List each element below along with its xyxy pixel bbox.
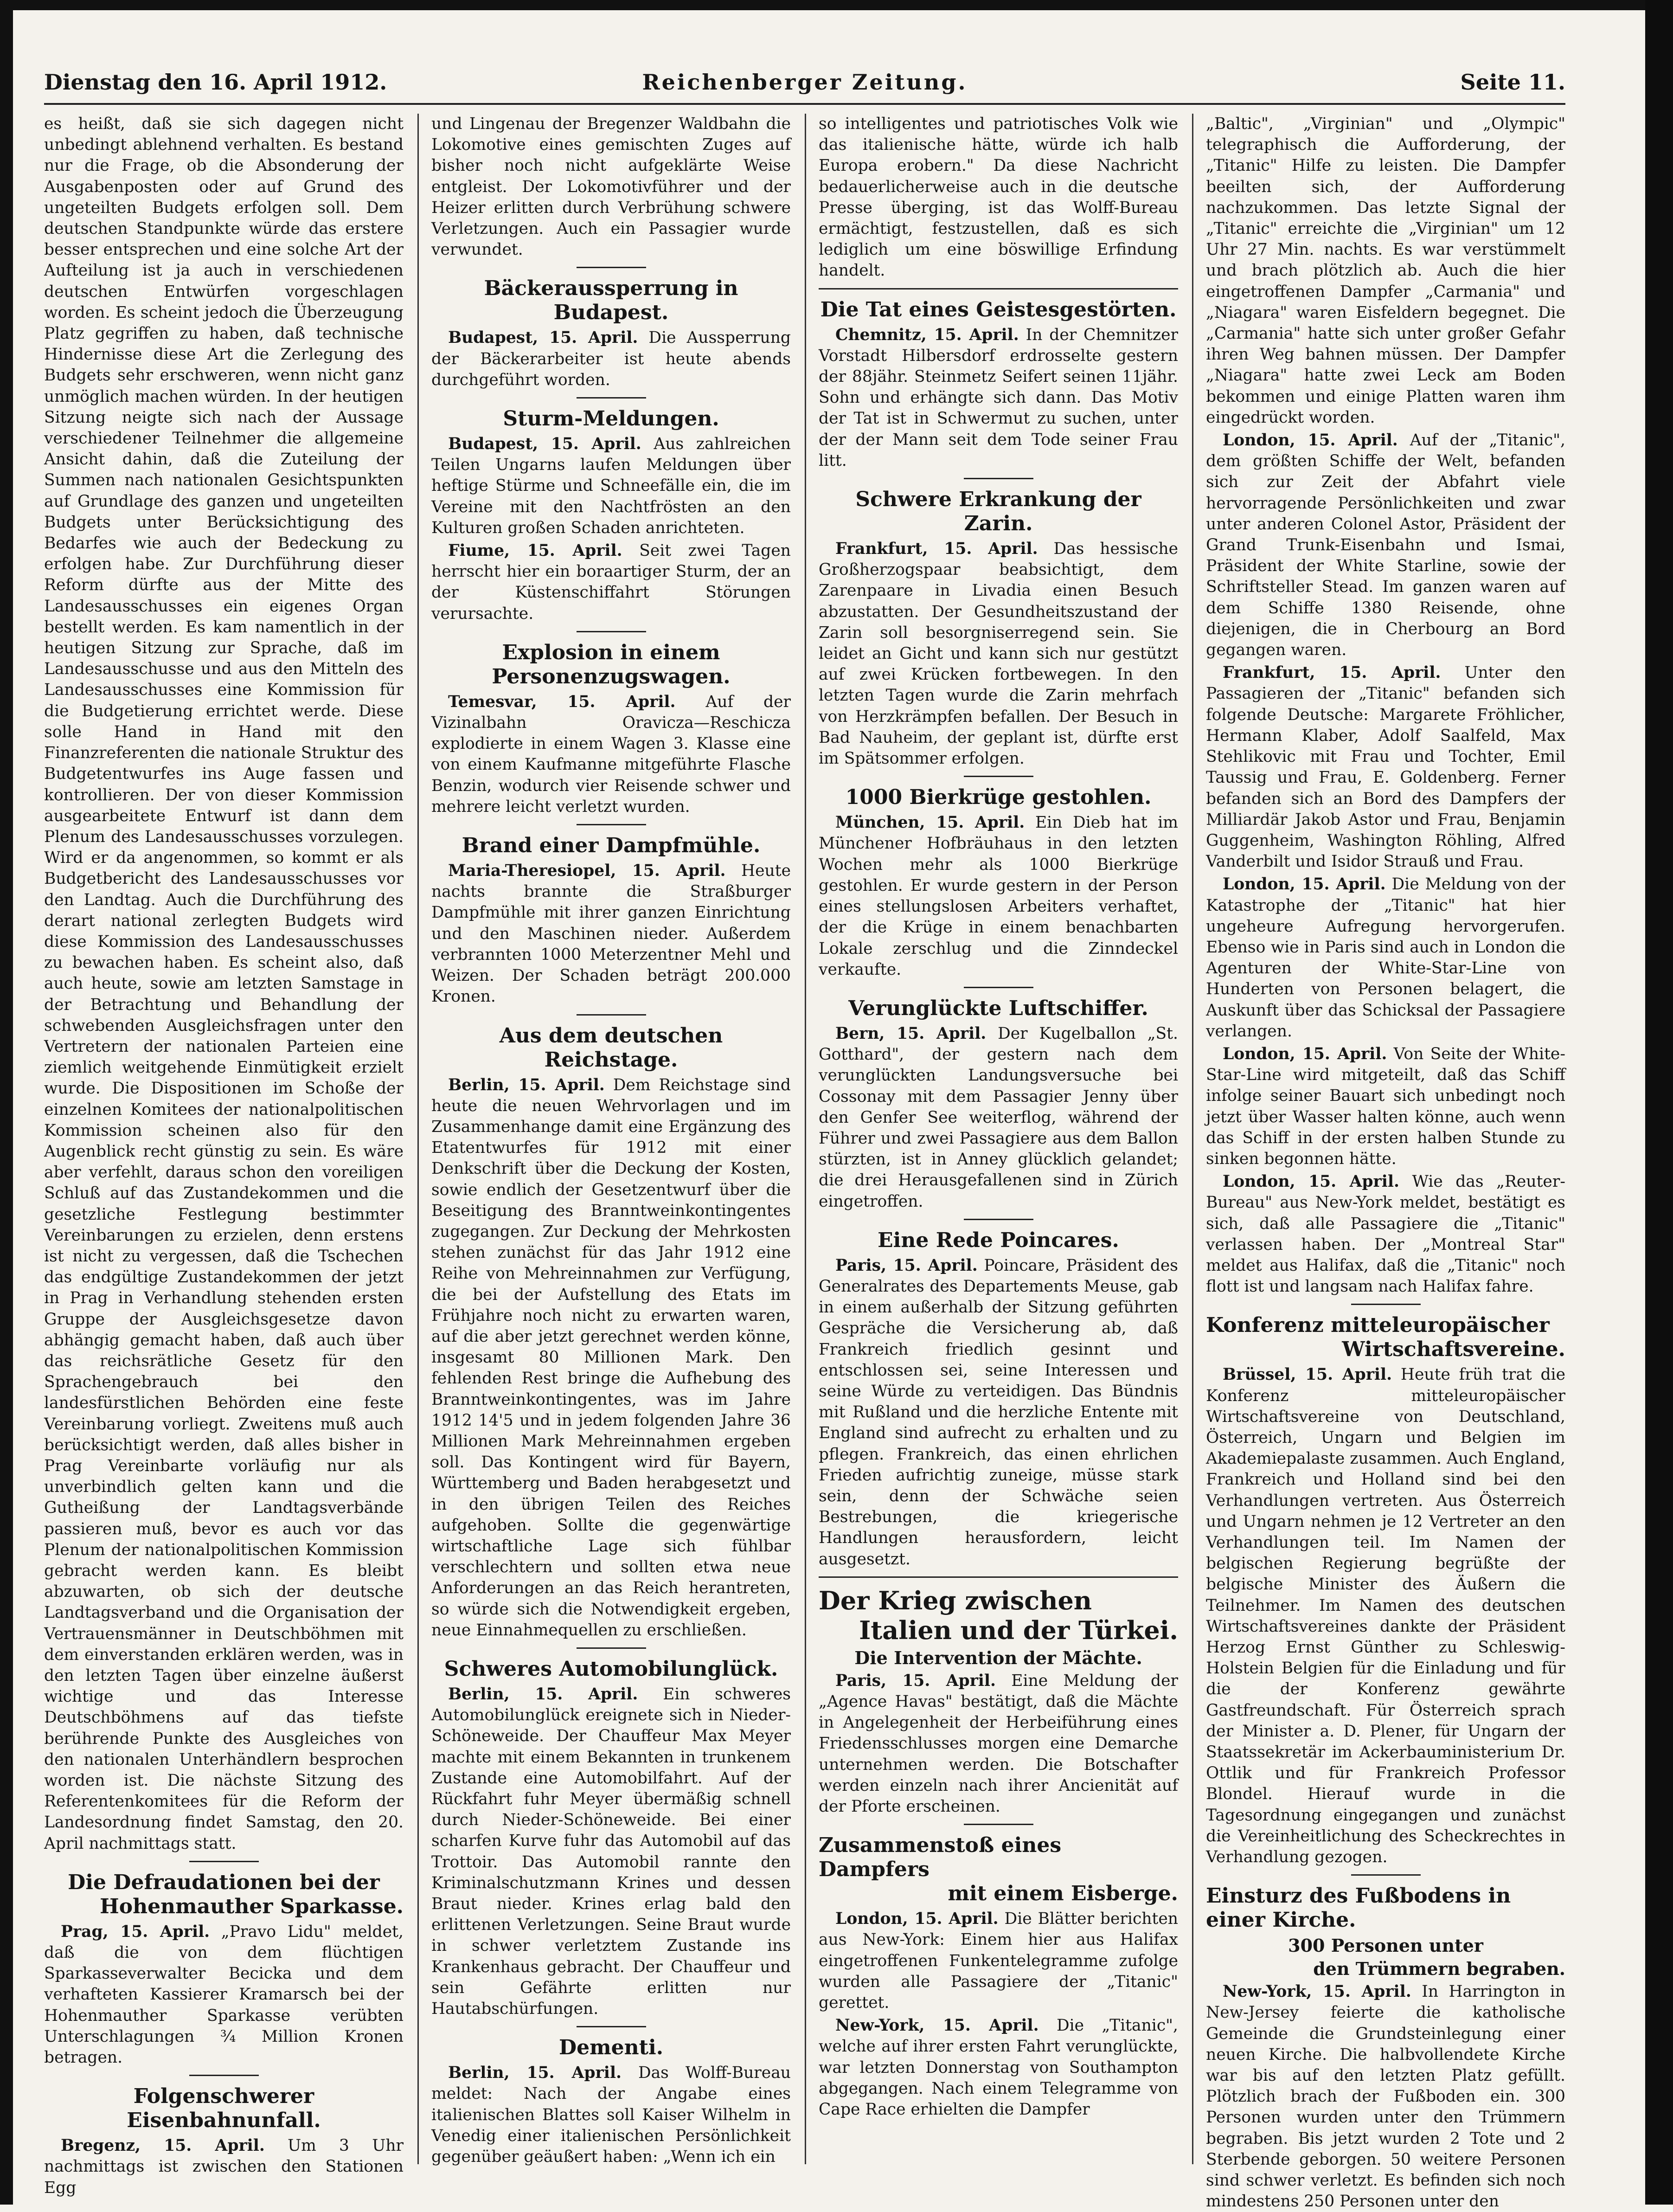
headline-line: mit einem Eisberge. xyxy=(948,1882,1178,1906)
article-text: Das hessische Großherzogspaar beabsichtigt, dem Zarenpaare in Livadia einen Besuch abzustatten. Der Gesundheitszustand der Zarin soll besorgniserregend sein. Sie leidet an Gicht und kann sich nur gestützt auf zwei Krücken fortbewegen. In den letzten Tagen wurde die Zarin mehrfach von Herzkrämpfen befallen. Der Besuch in Bad Nauheim, der geplant ist, dürfte erst im Spätsommer erfolgen. xyxy=(819,540,1178,768)
article-separator xyxy=(577,2026,646,2027)
dateline: Prag, 15. April. xyxy=(61,1922,210,1941)
article-body xyxy=(819,1909,1178,2013)
article-body xyxy=(431,434,791,539)
dateline: Berlin, 15. April. xyxy=(448,1685,638,1704)
article-separator xyxy=(577,824,646,825)
dateline: New-York, 15. April. xyxy=(1223,1982,1411,2001)
dateline: London, 15. April. xyxy=(1223,875,1386,894)
article-body xyxy=(431,1075,791,1641)
article-text: Die Aussperrung der Bäckerarbeiter ist heute abends durchgeführt worden. xyxy=(431,328,791,389)
header-rule xyxy=(44,103,1565,105)
article-separator xyxy=(964,1824,1033,1825)
dateline: Brüssel, 15. April. xyxy=(1223,1365,1392,1384)
dateline: London, 15. April. xyxy=(835,1910,999,1929)
dateline: Frankfurt, 15. April. xyxy=(835,540,1038,559)
article-body xyxy=(431,328,791,391)
article-text: Poincare, Präsident des Generalrates des Departements Meuse, gab in einem außerhalb der Sitzung geführten Gespräche die Versicherung ab, daß Frankreich friedlich gesinnt und entschlossen sei, seine Interessen und seine Würde zu verteidigen. Das Bündnis mit Rußland und die herzliche Entente mit England sind aufrecht zu erhalten und zu pflegen. Frankreich, das einen ehrlichen Frieden aufrichtig zuneige, müsse stark sein, denn der Schwäche seien Bestrebungen, die kriegerische Handlungen herausfordern, leicht ausgesetzt. xyxy=(819,1256,1179,1569)
newspaper-page xyxy=(44,70,1566,2211)
headline: Folgenschwerer Eisenbahnunfall. xyxy=(127,2084,321,2133)
article-separator xyxy=(819,288,1178,289)
article-separator xyxy=(577,631,646,632)
dateline: London, 15. April. xyxy=(1223,1172,1399,1191)
article-body xyxy=(1206,1981,1565,2212)
article-text: Um 3 Uhr nachmittags ist zwischen den Stationen Egg xyxy=(44,2136,404,2197)
dateline: Maria-Theresiopel, 15. April. xyxy=(448,862,726,881)
article-continuation: „Baltic", „Virginian" und „Olympic" telegraphisch die Aufforderung, der „Titanic" Hilfe zu leisten. Die Dampfer beeilten sich, der Aufforderung nachzukommen. Das letzte Signal der „Titanic" erreichte die „Virginian" um 12 Uhr 27 Min. nachts. Es war verstümmelt und brach plötzlich ab. Auch die hier eingetroffenen Dampfer „Carmania" und „Niagara" waren Eisfeldern begegnet. Die „Carmania" hatte sich unter großer Gefahr ihren Weg bahnen müssen. Der Dampfer „Niagara" hatte zwei Leck am Boden bekommen und einige Platten waren ihm eingedrückt worden. xyxy=(1206,115,1565,427)
header-page-number: Seite 11. xyxy=(1460,70,1565,95)
article-separator xyxy=(964,776,1033,777)
column-rule xyxy=(805,114,806,2164)
article-body xyxy=(819,2015,1178,2120)
article-body xyxy=(819,1255,1178,1570)
dateline: London, 15. April. xyxy=(1223,431,1398,450)
article-body xyxy=(1206,874,1565,1042)
article-body xyxy=(44,2135,404,2199)
dateline: Bern, 15. April. xyxy=(835,1024,987,1043)
column-2 xyxy=(431,114,791,2173)
column-3 xyxy=(819,114,1178,2173)
article-text: Heute nachts brannte die Straßburger Dampfmühle mit ihrer ganzen Einrichtung und den Maschinen nieder. Außerdem verbrannten 1000 Meterzentner Mehl und Weizen. Der Schaden beträgt 200.000 Kronen. xyxy=(431,862,791,1006)
article-body xyxy=(819,539,1178,769)
subheadline: Die Intervention der Mächte. xyxy=(854,1647,1142,1668)
article-text: „Pravo Lidu" meldet, daß die von dem flüchtigen Sparkasseverwalter Becicka und dem verhafteten Kassierer Kramarsch bei der Hohenmauther Sparkasse verübten Unterschlagungen ¾ Million Kronen betragen. xyxy=(44,1922,404,2067)
article-text: Unter den Passagieren der „Titanic" befanden sich folgende Deutsche: Margarete Fröhlicher, Hermann Klaber, Adolf Saalfeld, Max Stehlikovic mit Frau und Tochter, Emil Taussig und Frau, E. Goldenberg. Ferner befanden sich an Bord des Dampfers der Milliardär Jakob Astor und Frau, Benjamin Guggenheim, Washington Röhling, Alfred Vanderbilt und Isidor Strauß und Frau. xyxy=(1206,663,1565,871)
article-body xyxy=(819,812,1178,980)
article-separator xyxy=(189,1861,259,1862)
article-text: In Harrington in New-Jersey feierte die katholische Gemeinde die Grundsteinlegung einer neuen Kirche. Die halbvollendete Kirche war bis auf den letzten Platz gefüllt. Plötzlich brach der Fußboden ein. 300 Personen wurden unter den Trümmern begraben. Bis jetzt wurden 2 Tote und 2 Sterbende geborgen. 50 weitere Personen sind schwer verletzt. Es befinden sich noch mindestens 250 Personen unter den xyxy=(1206,1982,1566,2211)
article-text: Ein Dieb hat im Münchener Hofbräuhaus in den letzten Wochen mehr als 1000 Bierkrüge gestohlen. Er wurde gestern in der Person eines stellungslosen Arbeiters verhaftet, der die Krüge in einem benachbarten Lokale zerschlug und die Zinndeckel verkaufte. xyxy=(819,813,1179,979)
article-text: Dem Reichstage sind heute die neuen Wehrvorlagen und im Zusammenhange damit eine Ergänzung des Etatentwurfes für 1912 mit einer Denkschrift über die Deckung der Kosten, sowie endlich der Gesetzentwurf über die Beseitigung des Branntweinkontingentes zugegangen. Zur Deckung der Mehrkosten stehen zunächst für das Jahr 1912 eine Reihe von Mehreinnahmen zur Verfügung, die bei der Aufstellung des Etats im Frühjahre noch nicht zu erwarten waren, auf die aber jetzt gerechnet werden könne, insgesamt 80 Millionen Mark. Den fehlenden Rest bringe die Aufhebung des Branntweinkontingentes, was im Jahre 1912 14'5 und in jedem folgenden Jahre 36 Millionen Mark Mehreinnahmen ergeben soll. Das Kontingent wird für Bayern, Württemberg und Baden herabgesetzt und in den übrigen Teilen des Reiches aufgehoben. Sollte die gegenwärtige wirtschaftliche Lage sich fühlbar verschlechtern und sollten etwa neue Anforderungen an das Reich herantreten, so würde sich die Notwendigkeit ergeben, neue Einnahmequellen zu erschließen. xyxy=(431,1075,791,1640)
headline: Explosion in einem Personenzugswagen. xyxy=(492,640,731,688)
headline: Verunglückte Luftschiffer. xyxy=(848,996,1148,1020)
article-text: Aus zahlreichen Teilen Ungarns laufen Meldungen über heftige Stürme und Schneefälle ein, die im Vereine mit den Nachtfrösten an den Kulturen großen Schaden anrichteten. xyxy=(431,435,791,537)
dateline: München, 15. April. xyxy=(835,813,1025,832)
dateline: Bregenz, 15. April. xyxy=(61,2136,265,2155)
article-text: Der Kugelballon „St. Gotthard", der gestern nach dem verunglückten Landungsversuche bei Cossonay mit dem Passagier Jenny über den Genfer See weiterflog, während der Führer und zwei Passagiere aus dem Ballon stürzten, ist in Anney glücklich gelandet; die drei Herausgefallenen sind in Zürich eingetroffen. xyxy=(819,1024,1178,1211)
article-text: Das Wolff-Bureau meldet: Nach der Angabe eines italienischen Blattes soll Kaiser Wilhelm in Venedig einer italienischen Persönlichkeit gegenüber geäußert haben: „Wenn ich ein xyxy=(431,2064,791,2167)
column-1 xyxy=(44,114,404,2197)
article-body xyxy=(819,325,1178,471)
headline-line: Wirtschaftsvereine. xyxy=(1342,1337,1565,1362)
headline-line: Einsturz des Fußbodens in einer Kirche. xyxy=(1206,1884,1511,1932)
article-text: Von Seite der White-Star-Line wird mitgeteilt, daß das Schiff infolge seiner Bauart sich unbedingt noch jetzt über Wasser halten könne, auch wenn das Schiff in der ersten halben Stunde zu sinken begonnen hätte. xyxy=(1206,1044,1566,1168)
headline: Die Tat eines Geistesgestörten. xyxy=(820,297,1177,322)
dateline: Paris, 15. April. xyxy=(835,1671,996,1690)
headline-line: Konferenz mitteleuropäischer xyxy=(1206,1313,1550,1337)
article-text: Eine Meldung der „Agence Havas" bestätigt, daß die Mächte in Angelegenheit der Herbeiführung eines Friedensschlusses morgen eine Demarche unternehmen werden. Die Botschafter werden einzeln nach ihrer Ancienität auf der Pforte erscheinen. xyxy=(819,1671,1179,1816)
article-separator xyxy=(577,1014,646,1016)
article-body xyxy=(1206,662,1565,872)
article-separator xyxy=(964,1219,1033,1220)
column-rule xyxy=(1192,114,1193,2164)
column-rule xyxy=(417,114,419,2164)
article-text: Die Meldung von der Katastrophe der „Titanic" hat hier ungeheure Aufregung hervorgerufen. Ebenso wie in Paris sind auch in London die Agenturen der White-Star-Line von Hunderten von Personen belagert, die Auskunft über das Schicksal der Passagiere verlangen. xyxy=(1206,875,1566,1041)
article-body xyxy=(431,540,791,624)
article-body xyxy=(1206,1171,1565,1297)
article-continuation: und Lingenau der Bregenzer Waldbahn die Lokomotive eines gemischten Zuges auf bisher noch nicht aufgeklärte Weise entgleist. Der Lokomotivführer und der Heizer erlitten durch Verbrühung schwere Verletzungen. Auch ein Passagier wurde verwundet. xyxy=(431,115,791,259)
dateline: Berlin, 15. April. xyxy=(448,1075,605,1094)
dateline: London, 15. April. xyxy=(1223,1044,1387,1063)
dateline: New-York, 15. April. xyxy=(835,2016,1039,2035)
article-separator xyxy=(577,397,646,399)
article-body xyxy=(1206,430,1565,661)
article-body xyxy=(44,1922,404,2068)
article-body xyxy=(431,1684,791,2019)
dateline: Chemnitz, 15. April. xyxy=(835,325,1019,344)
article-continuation: so intelligentes und patriotisches Volk wie das italienische hätte, würde ich halb Europa erobern." Da diese Nachricht bedauerlicherweise auch in die deutsche Presse überging, ist das Wolff-Bureau ermächtigt, festzustellen, daß es sich lediglich um eine böswillige Erfindung handelt. xyxy=(819,115,1178,280)
subheadline: den Trümmern begraben. xyxy=(1313,1958,1565,1980)
article-separator xyxy=(819,1576,1178,1578)
headline: Schweres Automobilunglück. xyxy=(444,1657,778,1681)
article-separator xyxy=(577,267,646,268)
headline: Bäckeraussperrung in Budapest. xyxy=(484,276,738,325)
article-separator xyxy=(1351,1874,1421,1876)
article-separator xyxy=(964,987,1033,988)
headline: Sturm-Meldungen. xyxy=(503,407,719,431)
article-body xyxy=(431,692,791,817)
article-text: Auf der Vizinalbahn Oravicza—Reschicza explodierte in einem Wagen 3. Klasse eine von einem Kaufmanne mitgeführte Flasche Benzin, wodurch vier Reisende schwer und mehrere leicht verletzt wurden. xyxy=(431,692,791,816)
article-continuation: es heißt, daß sie sich dagegen nicht unbedingt ablehnend verhalten. Es bestand nur die Frage, ob die Absonderung der Ausgabenposten oder auf Grund des ungeteilten Budgets erfolgen soll. Dem deutschen Standpunkte würde das erstere besser entsprechen und eine solche Art der Aufteilung ist ja auch in verschiedenen deutschen Entwürfen vorgeschlagen worden. Es scheint jedoch die Überzeugung Platz gegriffen zu haben, daß technische Hindernisse diese Art die Zerlegung des Budgets sehr erschweren, wenn nicht ganz unmöglich machen würden. In der heutigen Sitzung neigte sich nach der Aussage verschiedener Teilnehmer die allgemeine Ansicht dahin, daß die Zuteilung der Summen nach nationalen Gesichtspunkten auf Grundlage des ganzen und ungeteilten Budgets unter Berücksichtigung des Bedarfes wie auch der Bedeckung zu erfolgen habe. Zur Durchführung dieser Reform dürfte aus der Mitte des Landesausschusses ein eigenes Organ bestellt werden. Es kam namentlich in der heutigen Sitzung zur Sprache, daß im Landesausschusse und aus den Mitteln des Landesausschusses eine Kommission für die Budgetierung errichtet werde. Diese solle Hand in Hand mit den Finanzreferenten die nationale Struktur des Budgetentwurfes ins Auge fassen und kontrollieren. Der von dieser Kommission ausgearbeitete Entwurf ist dann dem Plenum des Landesausschusses vorzulegen. Wird er da angenommen, so kommt er als Budgetbericht des Landesausschusses vor den Landtag. Auch die Durchführung des derart national zerlegten Budgets wird diese Kommission des Landesausschusses zu bewachen haben. Es scheint also, daß auch heute, sowie am letzten Samstage in der Betrachtung und Behandlung der schwebenden Ausgleichsfragen unter den Vertretern der nationalen Parteien eine ziemlich weitgehende Einmütigkeit erzielt wurde. Die Dispositionen im Schoße der einzelnen Komitees der nationalpolitischen Kommission scheinen also für den Augenblick recht günstig zu sein. Es wäre aber verfehlt, daraus schon den voreiligen Schluß auf das Zustandekommen und die gesetzliche Festlegung bestimmter Vereinbarungen zu erzielen, denn erstens ist nicht zu vergessen, daß die Tschechen das endgültige Zustandekommen der jetzt in Prag in Verhandlung stehenden ersten Gruppe der Ausgleichsgesetze davon abhängig gemacht haben, daß auch über das reichsrätliche Gesetz für den Sprachengebrauch bei den landesfürstlichen Behörden eine feste Vereinbarung vorliegt. Zweitens muß auch berücksichtigt werden, daß alles bisher in Prag Vereinbarte vorläufig nur als unverbindlich gelten kann und die Gutheißung der Landtagsverbände passieren muß, bevor es auch vor das Plenum der nationalpolitischen Kommission gebracht werden kann. Es bleibt abzuwarten, ob sich der deutsche Landtagsverband und die Organisation der Vertrauensmänner in Deutschböhmen mit dem einverstanden erklären werden, was in den letzten Tagen über einzelne äußerst wichtige und das Interesse Deutschböhmens auf das tiefste berührende Punkte des Ausgleiches von den nationalen Unterhändlern besprochen worden ist. Die nächste Sitzung des Referentenkomitees für die Reform der Landesordnung findet Samstag, den 20. April nachmittags statt. xyxy=(44,115,404,1853)
article-separator xyxy=(1351,1304,1421,1305)
headline: Aus dem deutschen Reichstage. xyxy=(499,1023,723,1072)
headline: 1000 Bierkrüge gestohlen. xyxy=(845,785,1152,810)
headline-line: Italien und der Türkei. xyxy=(859,1615,1178,1645)
page-header xyxy=(44,70,1565,97)
dateline: Berlin, 15. April. xyxy=(448,2064,622,2083)
dateline: Frankfurt, 15. April. xyxy=(1223,663,1441,682)
article-body xyxy=(819,1023,1178,1212)
dateline: Budapest, 15. April. xyxy=(448,328,638,347)
article-separator xyxy=(577,1647,646,1649)
headline: Schwere Erkrankung der Zarin. xyxy=(855,488,1141,536)
article-separator xyxy=(964,478,1033,479)
article-body xyxy=(431,861,791,1007)
subheadline: 300 Personen unter xyxy=(1288,1935,1483,1956)
dateline: Fiume, 15. April. xyxy=(448,541,622,560)
headline: Eine Rede Poincares. xyxy=(878,1228,1119,1252)
column-4 xyxy=(1206,114,1566,2211)
article-body xyxy=(1206,1044,1565,1170)
headline-line: Hohenmauther Sparkasse. xyxy=(100,1894,404,1918)
article-text: In der Chemnitzer Vorstadt Hilbersdorf erdrosselte gestern der 88jähr. Steinmetz Seifert seinen 11jähr. Sohn und erhängte sich dann. Das Motiv der Tat ist in Schwermut zu suchen, unter der der Mann seit dem Tode seiner Frau litt. xyxy=(819,325,1179,470)
article-text: Wie das „Reuter-Bureau" aus New-York meldet, bestätigt es sich, daß alle Passagiere die „Titanic" verlassen haben. Der „Montreal Star" meldet aus Halifax, daß die „Titanic" noch flott ist und langsam nach Halifax fahre. xyxy=(1206,1172,1566,1296)
article-text: Seit zwei Tagen herrscht hier ein boraartiger Sturm, der an der Küstenschiffahrt Störungen verursachte. xyxy=(431,541,791,623)
header-masthead: Reichenberger Zeitung. xyxy=(642,70,968,95)
article-text: Ein schweres Automobilunglück ereignete sich in Nieder-Schöneweide. Der Chauffeur Max Meyer machte mit einem Bekannten in trunkenem Zustande eine Automobilfahrt. Auf der Rückfahrt fuhr Meyer übermäßig schnell durch Nieder-Schöneweide. Bei einer scharfen Kurve fuhr das Automobil auf das Trottoir. Das Automobil rannte den Kriminalschutzmann Krines und dessen Braut nieder. Krines erlag bald den erlittenen Verletzungen. Seine Braut wurde in schwer verletztem Zustande ins Krankenhaus gebracht. Der Chauffeur und sein Gefährte erlitten nur Hautabschürfungen. xyxy=(431,1685,791,2019)
article-body xyxy=(819,1671,1178,1817)
scan-border-left xyxy=(0,0,13,2205)
article-separator xyxy=(189,2075,259,2076)
headline: Dementi. xyxy=(558,2036,664,2060)
headline-line: Zusammenstoß eines Dampfers xyxy=(819,1833,1062,1882)
dateline: Paris, 15. April. xyxy=(835,1256,978,1275)
scan-border-right xyxy=(1645,0,1673,2205)
article-text: Auf der „Titanic", dem größten Schiffe der Welt, befanden sich zur Zeit der Abfahrt viele hervorragende Persönlichkeiten und zwar unter anderen Colonel Astor, Präsident der Grand Trunk-Eisenbahn und Ismai, Präsident der White Starline, sowie der Schriftsteller Stead. Im ganzen waren auf dem Schiffe 1380 Reisende, ohne diejenigen, die in Cherbourg an Bord gegangen waren. xyxy=(1206,431,1565,660)
article-body xyxy=(431,2063,791,2167)
headline-line: Der Krieg zwischen xyxy=(819,1585,1092,1615)
headline-line: Die Defraudationen bei der xyxy=(68,1870,380,1894)
dateline: Budapest, 15. April. xyxy=(448,435,641,454)
dateline: Temesvar, 15. April. xyxy=(448,692,676,711)
article-text: Heute früh trat die Konferenz mitteleuropäischer Wirtschaftsvereine von Deutschland, Österreich, Ungarn und Belgien im Akademiepalaste zusammen. Auch England, Frankreich und Holland sind bei den Verhandlungen vertreten. Aus Österreich und Ungarn nehmen je 12 Vertreter an den Verhandlungen teil. Im Namen der belgischen Regierung begrüßte der belgische Minister des Äußern die Teilnehmer. Im Namen des deutschen Wirtschaftsvereines dankte der Präsident Herzog Ernst Günther zu Schleswig-Holstein Belgien für die Einladung und für die der Konferenz gewährte Gastfreundschaft. Für Österreich sprach der Minister a. D. Plener, für Ungarn der Staatssekretär im Ackerbauministerium Dr. Ottlik und für Frankreich Professor Blondel. Hierauf wurde in die Tagesordnung eingegangen und zunächst die Vereinheitlichung des Scheckrechtes in Verhandlung gezogen. xyxy=(1206,1365,1565,1867)
scan-border-top xyxy=(0,0,1673,10)
article-text: Die „Titanic", welche auf ihrer ersten Fahrt verunglückte, war letzten Donnerstag von Southampton abgegangen. Nach einem Telegramme von Cape Race erhielten die Dampfer xyxy=(819,2016,1178,2119)
article-body xyxy=(1206,1364,1565,1868)
article-text: Die Blätter berichten aus New-York: Einem hier aus Halifax eingetroffenen Funkentelegramme zufolge wurden alle Passagiere der „Titanic" gerettet. xyxy=(819,1910,1178,2013)
headline: Brand einer Dampfmühle. xyxy=(462,834,761,858)
header-date: Dienstag den 16. April 1912. xyxy=(44,70,387,95)
